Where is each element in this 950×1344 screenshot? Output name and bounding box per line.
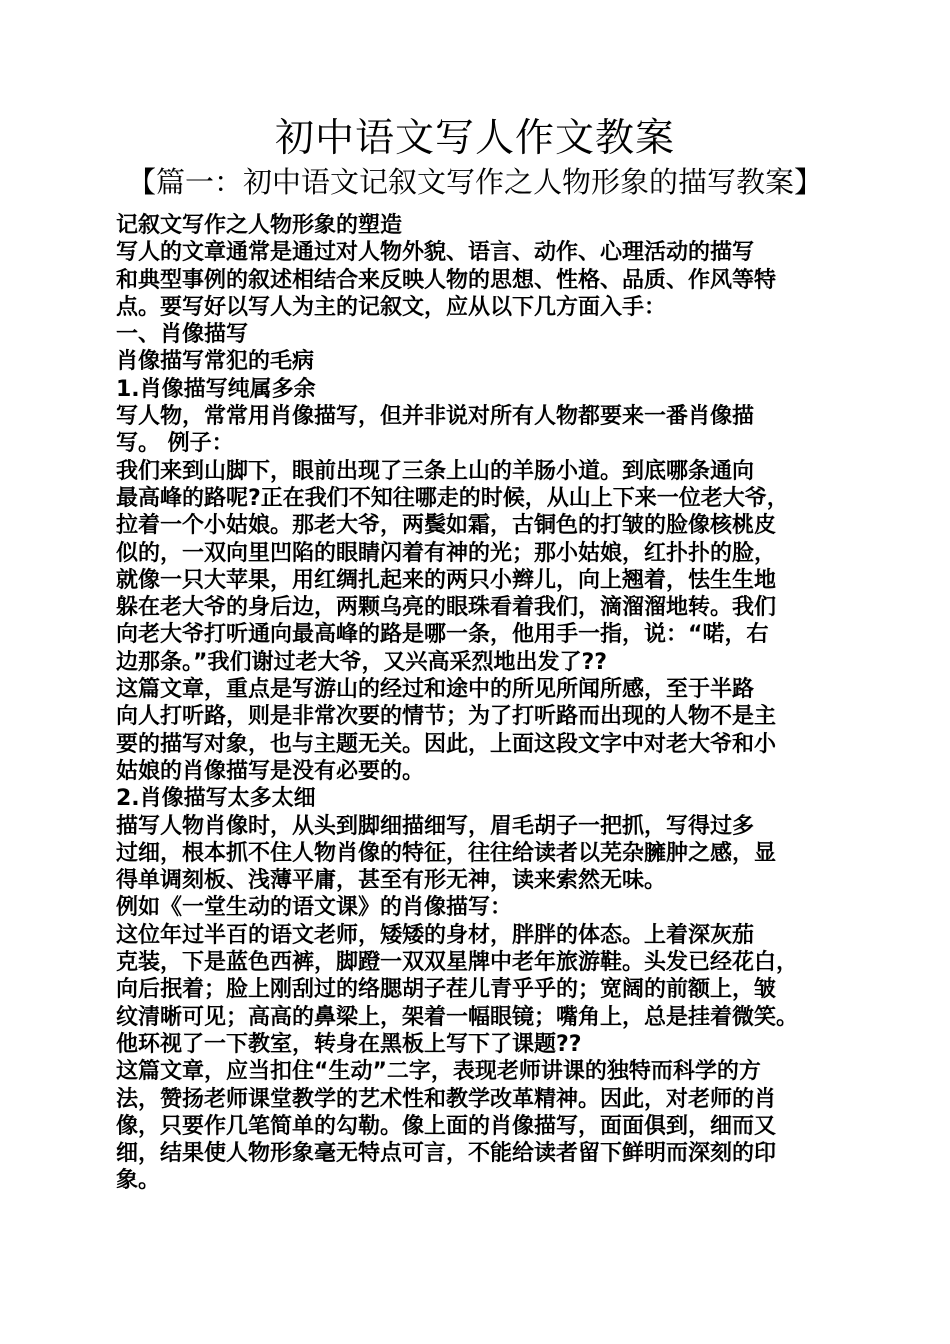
text-line: 2.肖像描写太多太细 [116, 786, 316, 812]
text-line: 我们来到山脚下，眼前出现了三条上山的羊肠小道。到底哪条通向 [116, 458, 755, 484]
text-line: 就像一只大苹果，用红绸扎起来的两只小辫儿，向上翘着，怯生生地 [116, 567, 777, 593]
text-line: 这篇文章，重点是写游山的经过和途中的所见所闻所感，至于半路 [116, 677, 755, 703]
text-line: 向人打听路，则是非常次要的情节；为了打听路而出现的人物不是主 [116, 704, 777, 730]
text-line: 向老大爷打听通向最高峰的路是哪一条，他用手一指，说：“喏，右 [116, 622, 769, 648]
text-line: 肖像描写常犯的毛病 [116, 349, 315, 375]
text-line: 和典型事例的叙述相结合来反映人物的思想、性格、品质、作风等特 [116, 267, 777, 293]
document-title: 初中语文写人作文教案 [274, 116, 675, 161]
text-line: 向后抿着；脸上刚刮过的络腮胡子茬儿青乎乎的；宽阔的前额上，皱 [116, 977, 777, 1003]
text-line: 躲在老大爷的身后边，两颗乌亮的眼珠看着我们，滴溜溜地转。我们 [116, 595, 777, 621]
text-line: 拉着一个小姑娘。那老大爷，两鬓如霜，古铜色的打皱的脸像核桃皮 [116, 513, 777, 539]
text-line: 这篇文章，应当扣住“生动”二字，表现老师讲课的独特而科学的方 [116, 1059, 761, 1085]
text-line: 像，只要作几笔简单的勾勒。像上面的肖像描写，面面俱到，细而又 [116, 1113, 777, 1139]
text-line: 克装，下是蓝色西裤，脚蹬一双双星牌中老年旅游鞋。头发已经花白， [116, 950, 799, 976]
text-line: 写。 例子： [116, 431, 234, 457]
text-line: 写人的文章通常是通过对人物外貌、语言、动作、心理活动的描写 [116, 240, 755, 266]
text-line: 记叙文写作之人物形象的塑造 [116, 213, 403, 238]
text-line: 写人物，常常用肖像描写，但并非说对所有人物都要来一番肖像描 [116, 404, 755, 430]
text-line: 描写人物肖像时，从头到脚细描细写，眉毛胡子一把抓，写得过多 [116, 813, 755, 839]
text-line: 点。要写好以写人为主的记叙文，应从以下几方面入手： [116, 294, 667, 320]
text-line: 似的，一双向里凹陷的眼睛闪着有神的光；那小姑娘，红扑扑的脸， [116, 540, 777, 566]
text-line: 他环视了一下教室，转身在黑板上写下了课题?? [116, 1031, 582, 1057]
text-line: 得单调刻板、浅薄平庸，甚至有形无神，读来索然无味。 [116, 868, 667, 894]
text-line: 例如《一堂生动的语文课》的肖像描写： [116, 895, 513, 921]
text-line: 边那条。”我们谢过老大爷，又兴高采烈地出发了?? [116, 649, 607, 675]
text-line: 一、肖像描写 [116, 322, 249, 348]
document-subtitle: 【篇一：初中语文记叙文写作之人物形象的描写教案】 [126, 165, 823, 199]
text-line: 最高峰的路呢?正在我们不知往哪走的时候，从山上下来一位老大爷， [116, 485, 789, 511]
text-line: 1.肖像描写纯属多余 [116, 376, 316, 402]
text-line: 法，赞扬老师课堂教学的艺术性和教学改革精神。因此，对老师的肖 [116, 1086, 777, 1112]
document-body [116, 212, 840, 1195]
text-line: 象。 [116, 1168, 161, 1194]
text-line: 细，结果使人物形象毫无特点可言，不能给读者留下鲜明而深刻的印 [116, 1141, 777, 1167]
text-line: 这位年过半百的语文老师，矮矮的身材，胖胖的体态。上着深灰茄 [116, 922, 755, 948]
text-line: 过细，根本抓不住人物肖像的特征，往往给读者以芜杂臃肿之感，显 [116, 840, 777, 866]
text-line: 纹清晰可见；高高的鼻梁上，架着一幅眼镜；嘴角上，总是挂着微笑。 [116, 1004, 799, 1030]
text-line: 要的描写对象，也与主题无关。因此，上面这段文字中对老大爷和小 [116, 731, 777, 757]
text-line: 姑娘的肖像描写是没有必要的。 [116, 758, 425, 784]
